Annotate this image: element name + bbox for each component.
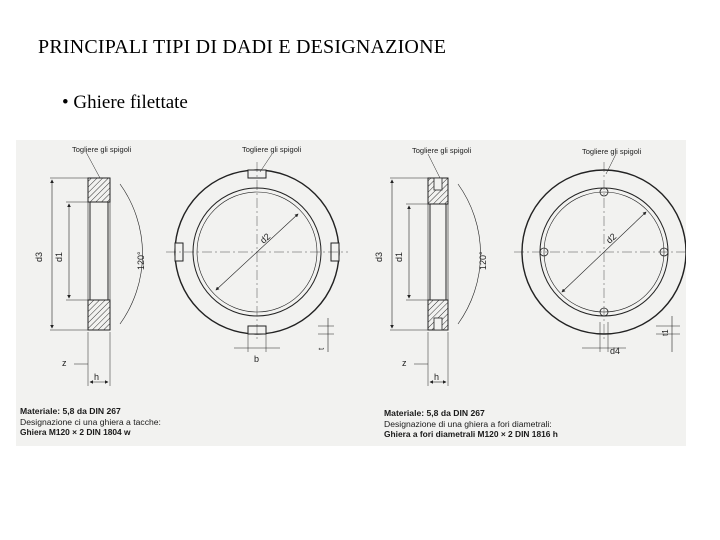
right-section-view <box>390 154 481 386</box>
left-ring-view <box>166 154 348 352</box>
left-ring-chamfer-label: Togliere gli spigoli <box>242 145 302 154</box>
left-d3-label: d3 <box>34 251 44 262</box>
right-t1-label: t1 <box>661 329 670 336</box>
left-designation-code: Ghiera M120 × 2 DIN 1804 w <box>20 427 131 437</box>
right-h-label: h <box>434 372 440 382</box>
right-angle-label: 120° <box>478 251 488 270</box>
left-t-label: t <box>317 347 326 350</box>
right-d4-label: d4 <box>610 346 621 356</box>
right-material-text: Materiale: 5,8 da DIN 267 <box>384 408 485 418</box>
right-d2-label: d2 <box>604 231 619 246</box>
left-d2-label: d2 <box>258 231 273 246</box>
bullet-item: • Ghiere filettate <box>62 92 188 113</box>
left-z-label: z <box>62 358 67 368</box>
right-designation-code: Ghiera a fori diametrali M120 × 2 DIN 1816 h <box>384 429 558 439</box>
slide-title: PRINCIPALI TIPI DI DADI E DESIGNAZIONE <box>38 36 447 58</box>
right-z-label: z <box>402 358 407 368</box>
right-caption <box>384 408 558 440</box>
left-section-view <box>50 152 143 386</box>
right-d1-label: d1 <box>394 251 404 262</box>
left-b-label: b <box>254 354 260 364</box>
left-d1-label: d1 <box>54 251 64 262</box>
right-ring-chamfer-label: Togliere gli spigoli <box>582 147 642 156</box>
right-ring-view <box>514 154 686 352</box>
left-h-label: h <box>94 372 100 382</box>
left-angle-label: 120° <box>136 251 146 270</box>
left-designation-text: Designazione ci una ghiera a tacche: <box>20 416 161 427</box>
left-caption <box>20 406 161 438</box>
right-section-chamfer-label: Togliere gli spigoli <box>412 146 472 155</box>
left-material-text: Materiale: 5,8 da DIN 267 <box>20 406 121 416</box>
right-designation-text: Designazione di una ghiera a fori diametrali: <box>384 418 552 429</box>
left-section-chamfer-label: Togliere gli spigoli <box>72 145 132 154</box>
drawing-canvas <box>16 140 686 446</box>
right-d3-label: d3 <box>374 251 384 262</box>
technical-drawing <box>16 140 686 446</box>
